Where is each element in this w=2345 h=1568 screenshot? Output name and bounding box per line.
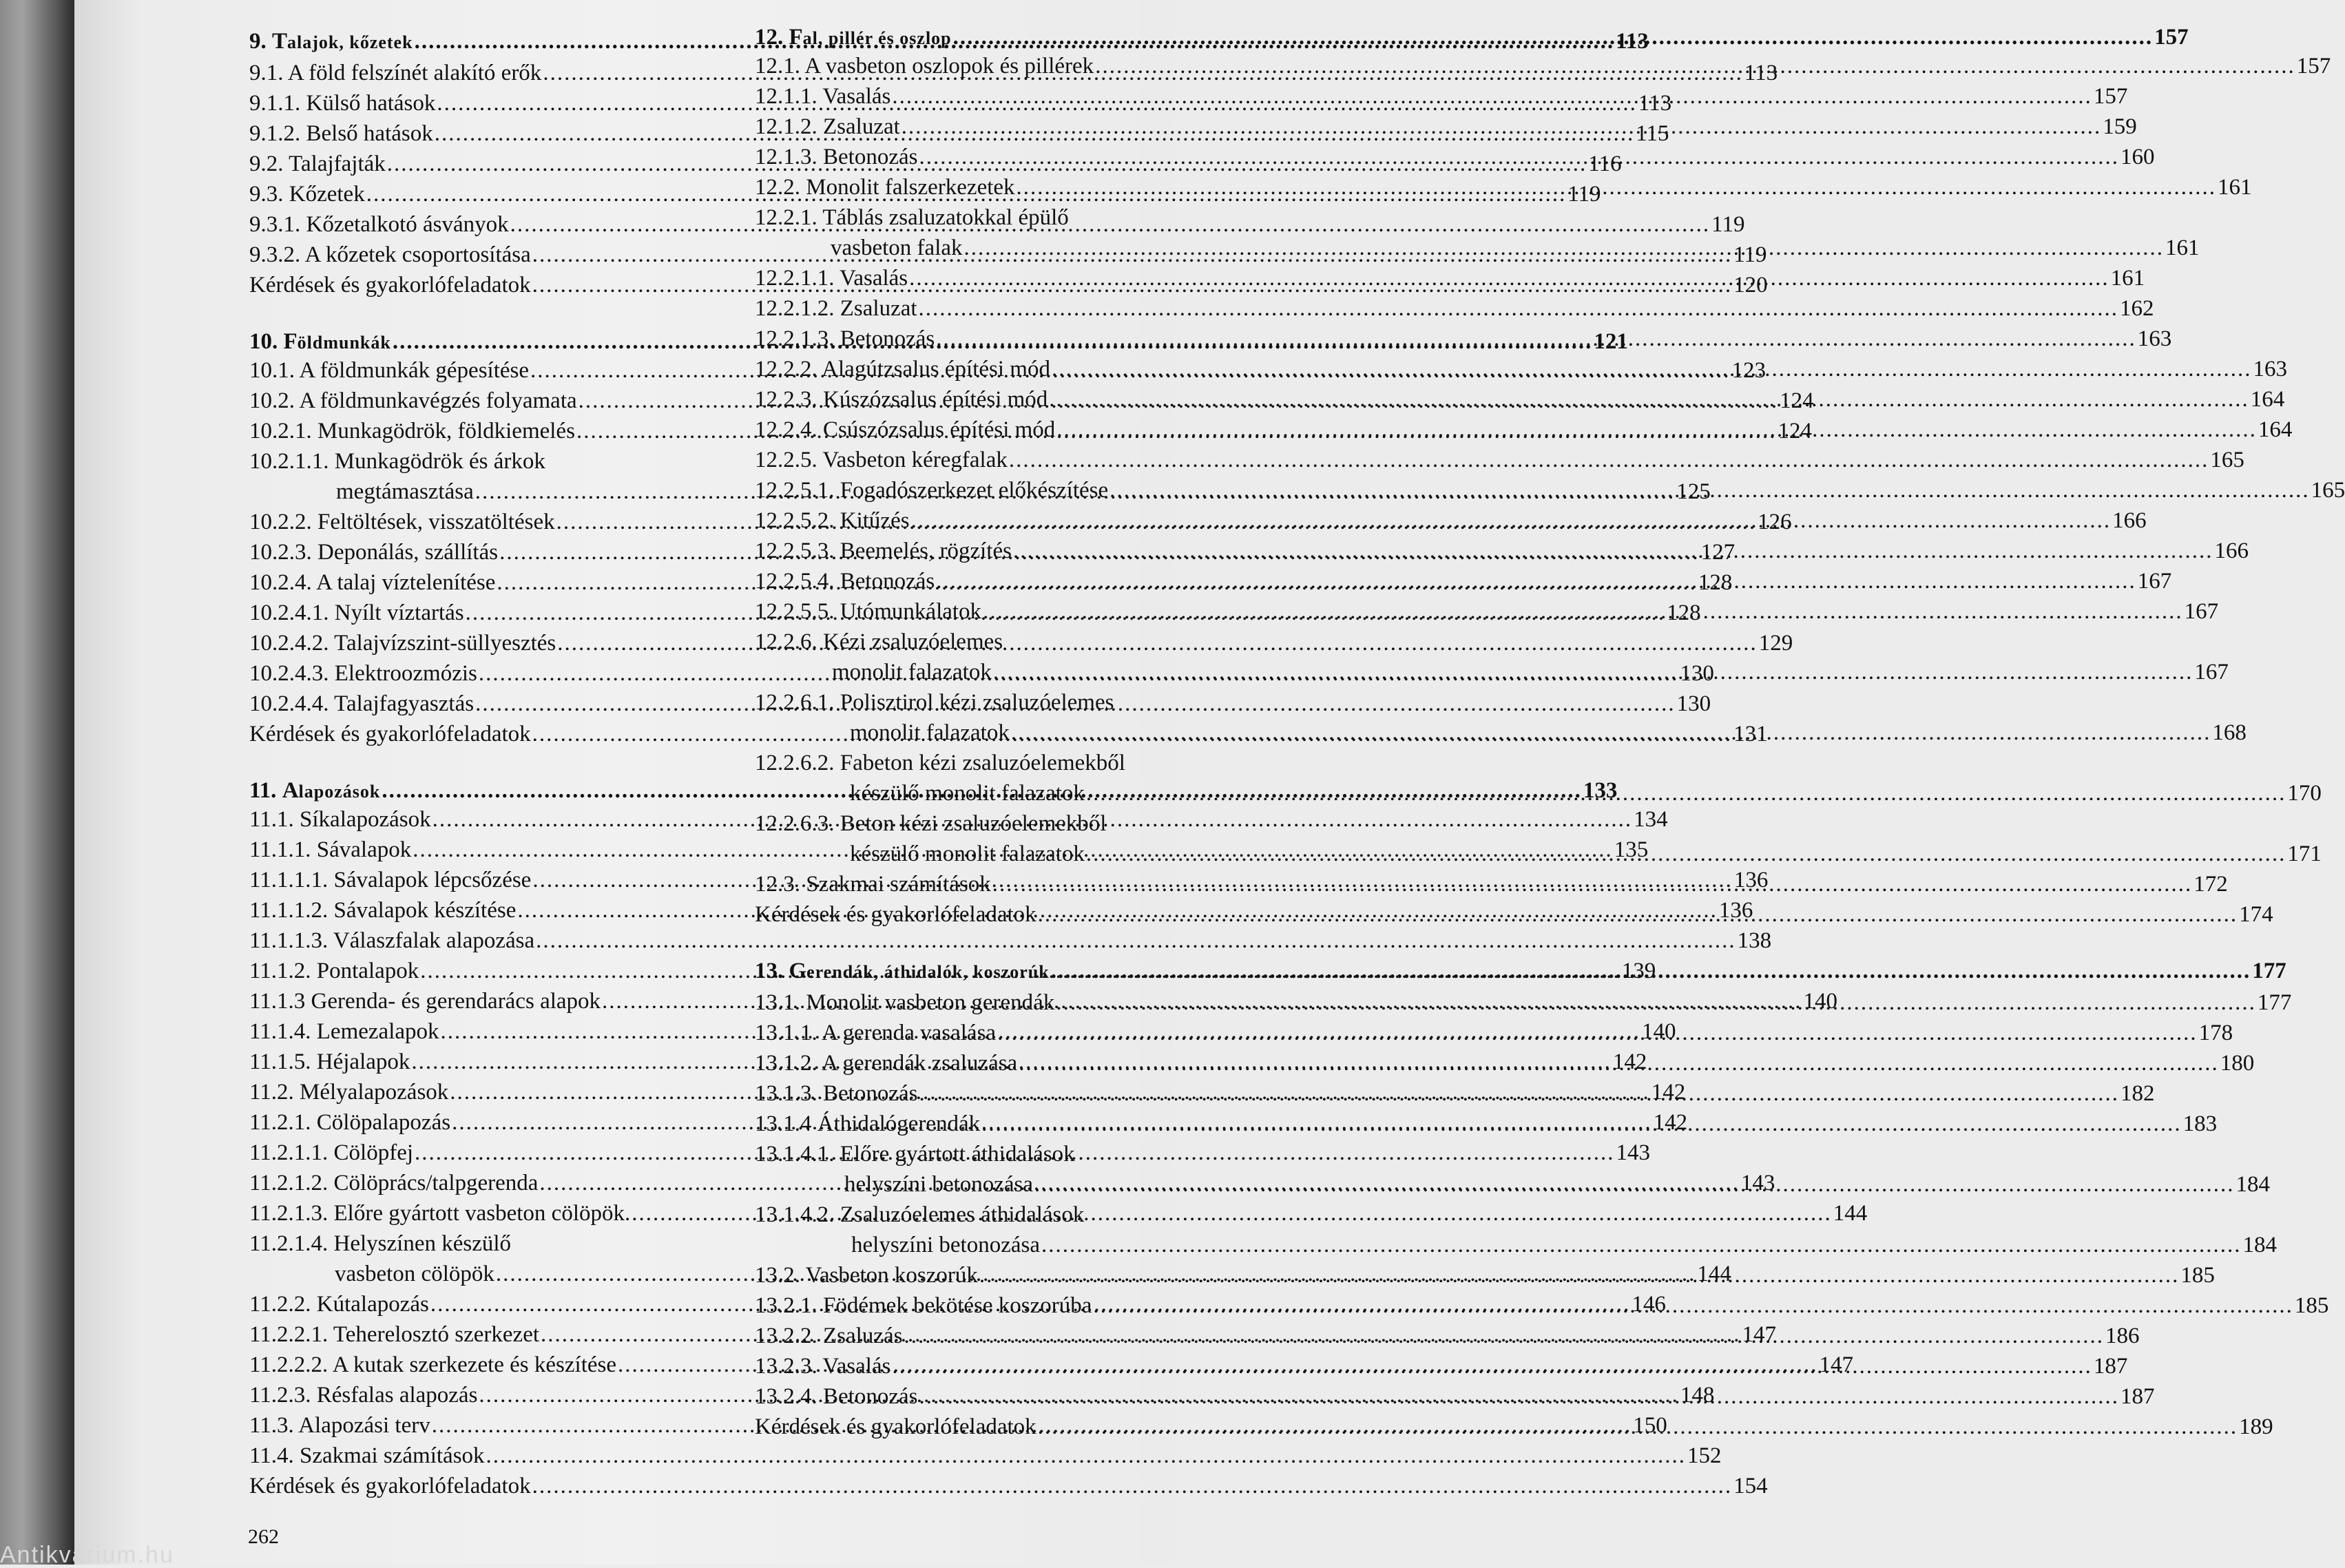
page-number: 119 [1711, 212, 1745, 237]
dot-leader [909, 263, 2109, 293]
entry-label: vasbeton falak [831, 236, 963, 260]
entry-label: 11.2.1. Cölöpalapozás [249, 1110, 451, 1135]
toc-entry[interactable] [755, 293, 2154, 324]
entry-label: 11.1.4. Lemezalapok [249, 1019, 439, 1044]
page-number: 123 [1731, 358, 1766, 383]
page-number: 165 [2210, 448, 2244, 472]
chapter-number: 10. [249, 329, 278, 354]
page-number: 124 [1778, 419, 1812, 443]
entry-label: 12.2.6.2. Fabeton kézi zsaluzóelemekből [755, 751, 1125, 775]
dot-leader [979, 1260, 2180, 1290]
dot-leader [1013, 536, 2213, 566]
page-number: 184 [2242, 1233, 2277, 1257]
page-number: 147 [1819, 1352, 1854, 1377]
page-number: 157 [2093, 84, 2128, 109]
entry-label: 12.2.5.4. Betonozás [755, 569, 935, 594]
page-number: 146 [1632, 1292, 1666, 1317]
dot-leader [983, 596, 2183, 627]
dot-leader [981, 1109, 2182, 1139]
page-number: 144 [1697, 1262, 1731, 1286]
page-number: 129 [1758, 631, 1793, 656]
page-number: 162 [2120, 296, 2154, 321]
dot-leader [1056, 415, 2257, 445]
entry-label: 9.1. A föld felszínét alakító erők [249, 61, 542, 85]
entry-label: 13.1.1. A gerenda vasalása [755, 1021, 997, 1045]
dot-leader [901, 112, 2102, 142]
entry-label: 10.2.4.3. Elektroozmózis [249, 661, 477, 686]
entry-label: 12.1.1. Vasalás [755, 84, 891, 109]
page-number: 131 [1733, 722, 1768, 746]
chapter-title-initial: F [283, 329, 298, 354]
entry-label: 10.2. A földmunkavégzés folyamata [249, 388, 577, 413]
page-number: 115 [1636, 121, 1669, 146]
entry-label: 13.2.3. Vasalás [755, 1354, 891, 1379]
entry-label: 12.2.6.3. Beton kézi zsaluzóelemekből [755, 811, 1107, 836]
page-number: 120 [1733, 273, 1768, 297]
page-number: 157 [2296, 54, 2331, 79]
entry-label: Kérdések és gyakorlófeladatok [249, 722, 531, 746]
entry-label: helyszíni betonozása [844, 1172, 1033, 1197]
entry-label: 12.2.1.1. Vasalás [755, 266, 908, 291]
page-number: 177 [2252, 959, 2286, 983]
entry-label: 11.1.3 Gerenda- és gerendarács alapok [249, 989, 601, 1014]
page-number: 163 [2137, 326, 2172, 351]
toc-entry-continuation-label [755, 202, 1222, 233]
entry-label: 12.2.4. Csúszózsalus építési mód [755, 417, 1056, 442]
entry-label: 9.3.1. Kőzetalkotó ásványok [249, 212, 509, 237]
entry-label: 12.2.5.1. Fogadószerkezet előkészítése [755, 478, 1109, 503]
chapter-title: erendák, áthidalók, koszorúk [806, 962, 1050, 982]
page-number: 142 [1651, 1080, 1686, 1105]
page-number: 184 [2235, 1172, 2270, 1197]
entry-label: 10.2.1. Munkagödrök, földkiemelés [249, 419, 575, 443]
entry-label: 12.1.3. Betonozás [755, 145, 918, 169]
page-number: 140 [1803, 989, 1838, 1014]
page-number: 189 [2239, 1414, 2273, 1439]
entry-label: 12.2.5.5. Utómunkálatok [755, 599, 982, 624]
entry-label: 12.3. Szakmai számítások [755, 872, 991, 897]
toc-entry-continuation-label [249, 446, 708, 477]
page-number: 170 [2287, 781, 2322, 806]
toc-entry-continuation-label [249, 1229, 708, 1259]
page-number: 167 [2137, 569, 2172, 594]
page-number: 187 [2093, 1354, 2128, 1379]
entry-label: 10.2.4. A talaj víztelenítése [249, 570, 496, 595]
dot-leader [919, 142, 2119, 172]
page-number: 113 [1744, 61, 1778, 85]
page-number: 130 [1680, 661, 1714, 686]
page-number: 144 [1833, 1201, 1868, 1226]
entry-label: 13.2.1. Födémek bekötése koszorúba [755, 1293, 1092, 1318]
entry-label: 11.4. Szakmai számítások [249, 1443, 485, 1468]
entry-label: Kérdések és gyakorlófeladatok [249, 1474, 531, 1498]
page-number: 167 [2184, 599, 2219, 624]
page-number: 186 [2105, 1324, 2140, 1348]
dot-leader [1052, 354, 2252, 384]
entry-label: 9.3.2. A kőzetek csoportosítása [249, 242, 531, 267]
entry-label: 12.1.2. Zsaluzat [755, 114, 900, 139]
page-number: 135 [1614, 837, 1649, 862]
entry-label: 10.2.2. Feltöltések, visszatöltések [249, 510, 555, 534]
entry-label: vasbeton cölöpök [335, 1262, 494, 1286]
dot-leader [1019, 1048, 2219, 1078]
page-number: 180 [2220, 1051, 2255, 1076]
page-number: 168 [2212, 720, 2247, 745]
entry-label: 9.2. Talajfajták [249, 151, 386, 176]
page-number: 161 [2165, 236, 2200, 260]
entry-label: 13.2. Vasbeton koszorúk [755, 1263, 978, 1288]
dot-leader [911, 505, 2112, 536]
entry-label: készülő monolit falazatok [850, 842, 1085, 866]
entry-label: megtámasztása [336, 479, 474, 504]
page-number: 166 [2214, 539, 2249, 563]
entry-label: 12.2.5.2. Kitűzés [755, 508, 910, 533]
entry-label: 13.1.4.1. Előre gyártott áthidalások [755, 1142, 1075, 1167]
page-number: 127 [1700, 540, 1736, 565]
entry-label: 10.2.1.1. Munkagödrök és árkok [249, 449, 545, 474]
entry-label: 9.1.2. Belső hatások [249, 121, 433, 146]
page-number: 136 [1718, 898, 1753, 923]
entry-label: 12.2.5.3. Beemelés, rögzítés [755, 539, 1012, 563]
page-number: 130 [1676, 691, 1711, 716]
dot-leader [964, 233, 2165, 263]
page-number: 164 [2250, 387, 2285, 412]
dot-leader [1011, 718, 2211, 748]
toc-entry[interactable] [755, 445, 2244, 475]
entry-label: 12.2.1.2. Zsaluzat [755, 296, 917, 321]
entry-label: készülő monolit falazatok [850, 781, 1085, 806]
page-number-footer: 262 [248, 1525, 279, 1548]
chapter-number: 13. [755, 959, 784, 983]
dot-leader [953, 21, 2154, 54]
entry-label: Kérdések és gyakorlófeladatok [249, 273, 531, 297]
page-number: 154 [1733, 1474, 1768, 1498]
page-number: 126 [1758, 510, 1792, 534]
watermark: Antikvárium.hu [0, 1542, 174, 1568]
page-number: 113 [1616, 29, 1649, 54]
entry-label: 11.1. Síkalapozások [249, 807, 431, 832]
page-number: 165 [2311, 478, 2345, 503]
entry-label: 10.2.4.2. Talajvízszint-süllyesztés [249, 631, 556, 656]
dot-leader [919, 1078, 2119, 1109]
entry-label: 11.1.2. Pontalapok [249, 959, 419, 983]
dot-leader [1038, 1412, 2238, 1442]
dot-leader [1009, 445, 2209, 475]
page-number: 182 [2120, 1081, 2155, 1106]
entry-label: helyszíni betonozása [851, 1233, 1040, 1257]
dot-leader [993, 657, 2193, 687]
page-number: 142 [1653, 1110, 1688, 1135]
entry-label: 11.1.5. Héjalapok [249, 1049, 410, 1074]
page-number: 140 [1642, 1019, 1676, 1044]
chapter-number: 12. [755, 25, 784, 50]
entry-label: 10.2.4.4. Talajfagyasztás [249, 691, 475, 716]
entry-label: 11.2.1.2. Cölöprács/talpgerenda [249, 1171, 539, 1195]
dot-leader [919, 293, 2119, 324]
book-spine [0, 0, 74, 1565]
entry-label: 11.2.2. Kútalapozás [249, 1292, 429, 1317]
page-number: 138 [1737, 928, 1772, 953]
dot-leader [532, 1471, 1733, 1501]
dot-leader [892, 81, 2092, 112]
entry-label: 12.2.1. Táblás zsaluzatokkal épülő [755, 205, 1069, 230]
page-number: 139 [1621, 959, 1656, 983]
chapter-number: 9. [249, 29, 267, 54]
page-number: 128 [1667, 600, 1701, 625]
entry-label: 11.2.2.2. A kutak szerkezete és készítése [249, 1352, 617, 1377]
dot-leader [1051, 954, 2251, 987]
entry-label: 12.2.1.3. Betonozás [755, 326, 935, 351]
entry-label: 11.2.1.4. Helyszínen készülő [249, 1231, 512, 1256]
page-number: 143 [1740, 1171, 1775, 1195]
page-number: 160 [2120, 145, 2155, 169]
entry-label: 13.2.2. Zsaluzás [755, 1324, 903, 1348]
entry-label: 11.3. Alapozási terv [249, 1413, 430, 1438]
page-number: 164 [2258, 417, 2293, 442]
entry-label: monolit falazatok [832, 660, 992, 684]
entry-label: 13.1.2. A gerendák zsaluzása [755, 1051, 1018, 1076]
page-number: 185 [2180, 1263, 2215, 1288]
dot-leader [1086, 839, 2286, 869]
toc-entry-continuation-label [755, 1200, 1222, 1230]
chapter-title-initial: G [789, 959, 807, 983]
page-number: 143 [1616, 1140, 1651, 1165]
entry-label: 10.1. A földmunkák gépesítése [249, 358, 530, 383]
dot-leader [1109, 475, 2310, 505]
chapter-number: 11. [249, 778, 277, 803]
entry-label: 12.2.2. Alagútzsalus építési mód [755, 357, 1050, 381]
chapter-title-initial: A [282, 778, 299, 803]
page-number: 133 [1583, 778, 1618, 803]
entry-label: 13.1. Monolit vasbeton gerendák [755, 990, 1055, 1015]
entry-label: 9.3. Kőzetek [249, 182, 365, 207]
dot-leader [536, 926, 1736, 956]
entry-label: 10.2.4.1. Nyílt víztartás [249, 600, 464, 625]
toc-entry-continuation-label [755, 627, 1222, 657]
entry-label: 12.1. A vasbeton oszlopok és pillérek [755, 54, 1094, 79]
dot-leader [936, 324, 2136, 354]
entry-label: Kérdések és gyakorlófeladatok [755, 902, 1036, 927]
page-number: 116 [1588, 151, 1622, 176]
dot-leader [1038, 899, 2238, 930]
page-number: 159 [2103, 114, 2137, 139]
page-number: 142 [1612, 1049, 1647, 1074]
page-number: 119 [1733, 242, 1767, 267]
page-number: 167 [2194, 660, 2229, 684]
dot-leader [486, 1441, 1687, 1471]
chapter-title-initial: F [789, 25, 803, 50]
page-number: 134 [1634, 807, 1668, 832]
page-number: 121 [1594, 329, 1628, 354]
page-number: 161 [2218, 175, 2252, 200]
page-number: 150 [1633, 1413, 1667, 1438]
page-number: 113 [1638, 91, 1672, 116]
dot-leader [1093, 1290, 2293, 1321]
dot-leader [1017, 172, 2217, 202]
page-number: 124 [1780, 388, 1814, 413]
toc-entry-continuation-label [755, 1139, 1222, 1169]
page-number: 185 [2294, 1293, 2329, 1318]
dot-leader [1041, 1230, 2242, 1260]
entry-label: 10.2.3. Deponálás, szállítás [249, 540, 499, 565]
chapter-title: öldmunkák [297, 333, 391, 353]
dot-leader [1056, 987, 2256, 1018]
page-number: 157 [2154, 25, 2189, 50]
page-number: 166 [2112, 508, 2147, 533]
entry-label: 12.2.6.1. Polisztirol kézi zsaluzóelemes [755, 690, 1114, 715]
entry-label: 11.2.3. Résfalas alapozás [249, 1383, 478, 1408]
dot-leader [1095, 51, 2295, 81]
dot-leader [997, 1018, 2198, 1048]
entry-label: 13.1.3. Betonozás [755, 1081, 918, 1106]
toc-entry[interactable] [249, 1471, 1768, 1501]
dot-leader [904, 1321, 2104, 1351]
page-number: 148 [1680, 1383, 1715, 1408]
page-number: 147 [1742, 1322, 1777, 1347]
entry-label: 11.1.1.3. Válaszfalak alapozása [249, 928, 535, 953]
page-number: 183 [2182, 1111, 2218, 1136]
page-number: 163 [2253, 357, 2287, 381]
toc-entry[interactable] [851, 1230, 2277, 1260]
page-number: 128 [1698, 570, 1733, 595]
entry-label: 13.2.4. Betonozás [755, 1384, 918, 1409]
dot-leader [1034, 1169, 2235, 1200]
dot-leader [919, 1381, 2119, 1412]
dot-leader [1049, 384, 2249, 415]
page-number: 125 [1676, 479, 1711, 504]
entry-label: 12.2. Monolit falszerkezetek [755, 175, 1015, 200]
entry-label: 13.1.4.2. Zsaluzóelemes áthidalások [755, 1202, 1085, 1227]
chapter-title: lapozások [298, 782, 381, 802]
entry-label: 11.1.1. Sávalapok [249, 837, 412, 862]
page-number: 161 [2110, 266, 2145, 291]
entry-label: 11.2.2.1. Teherelosztó szerkezet [249, 1322, 540, 1347]
entry-label: 12.2.6. Kézi zsaluzóelemes [755, 629, 1003, 654]
page-number: 178 [2198, 1021, 2233, 1045]
page-number: 136 [1733, 868, 1769, 892]
dot-leader [992, 869, 2193, 899]
page-number: 187 [2120, 1384, 2155, 1409]
dot-leader [1086, 778, 2286, 808]
entry-label: Kérdések és gyakorlófeladatok [755, 1414, 1036, 1439]
toc-entry[interactable] [249, 1441, 1722, 1471]
toc-entry[interactable] [249, 926, 1772, 956]
toc-entry-continuation-label [755, 808, 1222, 839]
entry-label: monolit falazatok [850, 720, 1010, 745]
entry-label: 11.1.1.2. Sávalapok készítése [249, 898, 517, 923]
chapter-title-initial: T [272, 29, 288, 54]
dot-leader [892, 1351, 2092, 1381]
entry-label: 13.1.4 Áthidalógerendák [755, 1111, 981, 1136]
toc-entry-continuation-label [755, 748, 1222, 778]
dot-leader [936, 566, 2136, 596]
entry-label: 11.1.1.1. Sávalapok lépcsőzése [249, 868, 532, 892]
entry-label: 11.2. Mélyalapozások [249, 1080, 449, 1105]
entry-label: 12.2.3. Kúszózsalus építési mód [755, 387, 1048, 412]
page-number: 172 [2193, 872, 2228, 897]
entry-label: 9.1.1. Külső hatások [249, 91, 436, 116]
page-number: 174 [2239, 902, 2273, 927]
page-number: 119 [1567, 182, 1601, 207]
page-number: 152 [1687, 1443, 1722, 1468]
page-number: 177 [2257, 990, 2292, 1015]
chapter-title: al, pillér és oszlop [802, 28, 952, 48]
page-number: 171 [2287, 842, 2322, 866]
entry-label: 12.2.5. Vasbeton kéregfalak [755, 448, 1008, 472]
book-page [74, 0, 2345, 1565]
chapter-title: alajok, kőzetek [287, 32, 413, 52]
entry-label: 11.2.1.1. Cölöpfej [249, 1140, 414, 1165]
entry-label: 11.2.1.3. Előre gyártott vasbeton cölöpök. [249, 1201, 631, 1226]
toc-entry-continuation-label [755, 687, 1222, 718]
